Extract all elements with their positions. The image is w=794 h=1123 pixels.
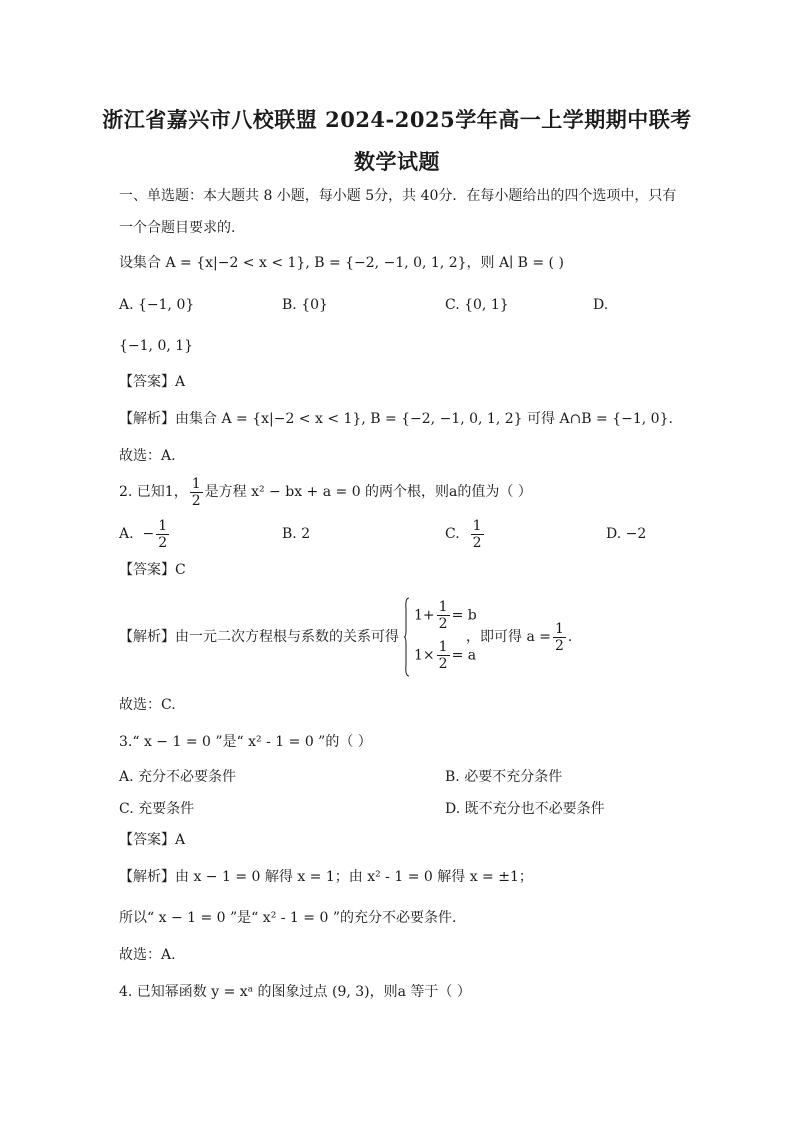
q3-conclusion: 故选：A. (119, 947, 176, 963)
q3-analysis: 【解析】由 x − 1 = 0 解得 x = 1；由 x² - 1 = 0 解得 x = ±1； (119, 869, 533, 885)
document-title: 浙江省嘉兴市八校联盟 2024-2025学年高一上学期期中联考 (102, 107, 692, 132)
q1-option-c: C. {0, 1} (445, 297, 509, 313)
q1-option-d-value: {−1, 0, 1} (119, 338, 194, 354)
q1-answer: 【答案】A (119, 374, 186, 390)
q2-option-a-frac-num: 1 (158, 517, 168, 534)
q2-option-c-frac-den: 2 (472, 534, 482, 551)
q2-option-a (119, 515, 171, 553)
q1-option-b: B. {0} (282, 297, 328, 313)
q2-stem-fraction (190, 476, 203, 509)
q2-stem-frac-den: 2 (191, 492, 201, 509)
q2-answer: 【答案】C (119, 562, 186, 578)
q2-system-row2-prefix: 1× (414, 647, 435, 664)
left-brace-icon (404, 597, 410, 677)
q2-analysis-prefix: 【解析】由一元二次方程根与系数的关系可得 (119, 629, 399, 645)
q1-analysis: 【解析】由集合 A = {x|−2 < x < 1}, B = {−2, −1, 0, 1, 2} 可得 A∩B = {−1, 0}. (119, 411, 673, 427)
q2-option-c-fraction (471, 518, 484, 551)
q1-option-d-label: D. (593, 297, 609, 313)
q2-system-row2-suffix: = a (451, 647, 477, 664)
q2-option-b: B. 2 (282, 526, 311, 542)
q2-result-fraction (553, 621, 566, 654)
q1-option-a: A. {−1, 0} (119, 297, 195, 313)
q1-conclusion: 故选：A. (119, 448, 176, 464)
q2-option-d: D. −2 (606, 526, 647, 542)
q2-system-row2-frac-den: 2 (438, 656, 448, 672)
q2-option-c-label: C. (445, 526, 460, 542)
q2-system-row2-frac-num: 1 (438, 639, 448, 655)
q1-stem: 设集合 A = {x|−2 < x < 1}, B = {−2, −1, 0, 1, 2}，则 A∣ B = ( ) (119, 255, 564, 271)
q2-option-a-frac-den: 2 (158, 534, 168, 551)
q2-option-c (445, 515, 486, 553)
q2-stem-prefix: 2. 已知1， (119, 484, 188, 500)
q2-analysis-result: ，即可得 a = $\frac{1}{2}$ . (466, 620, 573, 654)
q3-option-a: A. 充分不必要条件 (119, 769, 237, 785)
q2-system-row2-fraction (437, 639, 450, 672)
section-instructions-line2: 一个合题目要求的. (119, 220, 236, 236)
q3-option-b: B. 必要不充分条件 (445, 769, 563, 785)
q2-option-c-frac-num: 1 (472, 517, 482, 534)
document-subtitle: 数学试题 (354, 149, 440, 174)
q2-system-row1-fraction (437, 599, 450, 632)
q2-option-a-sign: − (142, 526, 155, 542)
q3-reasoning: 所以“ x − 1 = 0 ”是“ x² - 1 = 0 ”的充分不必要条件. (119, 910, 457, 926)
q2-stem-frac-num: 1 (191, 475, 201, 492)
section-instructions-line1: 一、单选题：本大题共 8 小题，每小题 5分，共 40分．在每小题给出的四个选项中，只有 (119, 188, 677, 204)
q3-option-c: C. 充要条件 (119, 801, 195, 817)
q2-result-frac-num: 1 (554, 620, 564, 637)
q2-option-a-label: A. (119, 526, 134, 542)
q2-system-row1-prefix: 1+ (414, 607, 435, 624)
q2-conclusion: 故选：C. (119, 697, 176, 713)
q2-system-row1-suffix: = b (451, 607, 477, 624)
q2-result-frac-den: 2 (554, 637, 564, 654)
q4-stem: 4. 已知幂函数 y = xᵃ 的图象过点 (9, 3)，则a 等于（ ） (119, 984, 471, 1000)
q2-stem-suffix: 是方程 x² − bx + a = 0 的两个根，则a的值为（ ） (204, 484, 532, 500)
q3-option-d: D. 既不充分也不必要条件 (445, 801, 605, 817)
q2-option-a-fraction (156, 518, 169, 551)
q2-system-row1-frac-den: 2 (438, 616, 448, 632)
q3-answer: 【答案】A (119, 832, 186, 848)
q2-stem (119, 473, 532, 511)
q3-stem: 3.“ x − 1 = 0 ”是“ x² - 1 = 0 ”的（ ） (119, 734, 372, 750)
q2-analysis-suffix: ，即可得 a = (466, 629, 551, 645)
q2-system-row1-frac-num: 1 (438, 599, 448, 615)
